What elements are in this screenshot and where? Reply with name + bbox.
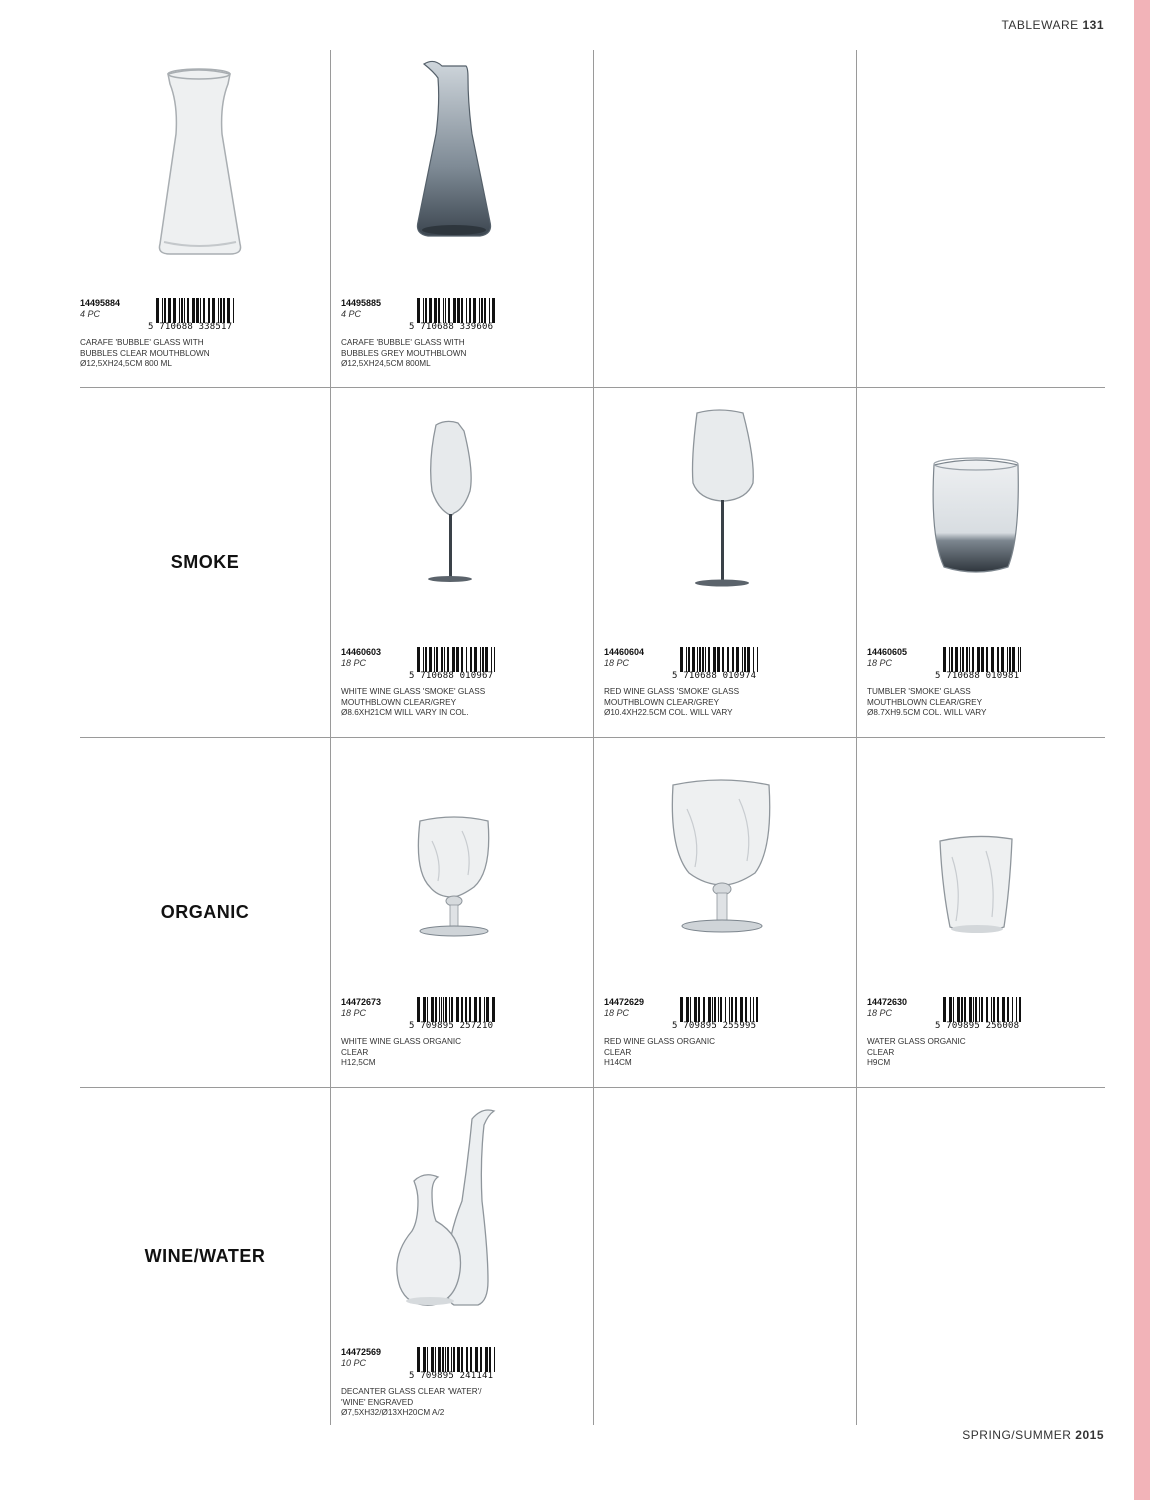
- barcode-bar: [702, 647, 704, 672]
- barcode-bar: [981, 997, 983, 1022]
- barcode-bar: [466, 1347, 468, 1372]
- barcode-bar: [438, 1347, 441, 1372]
- barcode-bar: [484, 298, 486, 323]
- barcode-bar: [727, 647, 729, 672]
- barcode-bar: [742, 647, 743, 672]
- barcode-bar: [949, 997, 952, 1022]
- barcode-bar: [184, 298, 185, 323]
- product-description: RED WINE GLASS ORGANIC CLEAR H14CM: [604, 1037, 716, 1067]
- barcode: [409, 298, 507, 332]
- product-row-organic: [80, 737, 1105, 1087]
- barcode-bar: [456, 997, 459, 1022]
- barcode-bar: [1007, 997, 1009, 1022]
- barcode-bar: [694, 997, 697, 1022]
- product-description: WATER GLASS ORGANIC CLEAR H9CM: [867, 1037, 966, 1067]
- barcode-bar: [479, 997, 481, 1022]
- barcode-bar: [697, 647, 698, 672]
- barcode-bar: [692, 647, 695, 672]
- product-card[interactable]: [593, 387, 856, 737]
- barcode-bar: [485, 647, 488, 672]
- barcode-bar: [196, 298, 199, 323]
- barcode-bar: [708, 997, 711, 1022]
- barcode-bar: [1001, 647, 1004, 672]
- carafe-grey-icon: [342, 54, 578, 290]
- barcode-bar: [179, 298, 180, 323]
- barcode-bar: [443, 298, 444, 323]
- barcode-bar: [431, 997, 434, 1022]
- product-description: CARAFE 'BUBBLE' GLASS WITH BUBBLES GREY MOUTHBLOWN Ø12,5XH24,5CM 800ML: [341, 338, 467, 368]
- barcode: [672, 997, 770, 1031]
- barcode-bar: [456, 647, 459, 672]
- barcode-bar: [1019, 997, 1021, 1022]
- ean-number: 5 709895 241141: [409, 1371, 494, 1381]
- barcode-bar: [461, 997, 463, 1022]
- barcode-bar: [444, 647, 445, 672]
- pack-quantity: 4 PC: [80, 309, 101, 319]
- barcode-bar: [164, 298, 166, 323]
- product-info: [341, 1347, 581, 1419]
- page-number: 131: [1082, 18, 1104, 32]
- barcode-bar: [1012, 997, 1013, 1022]
- barcode-bar: [452, 647, 455, 672]
- barcode-bar: [423, 997, 426, 1022]
- barcode-bar: [960, 647, 961, 672]
- barcode: [935, 997, 1033, 1031]
- section-label-cell: [80, 387, 330, 737]
- product-info: [604, 997, 844, 1069]
- product-info: [604, 647, 844, 719]
- barcode-bar: [469, 997, 471, 1022]
- barcode-bar: [991, 997, 992, 1022]
- product-info: [80, 298, 320, 370]
- item-number: 14495884: [80, 298, 121, 308]
- barcode-bar: [753, 647, 754, 672]
- item-number: 14495885: [341, 298, 382, 308]
- barcode-bar: [474, 997, 477, 1022]
- section-title-organic: ORGANIC: [160, 901, 250, 922]
- ean-number: 5 710688 010967: [409, 671, 494, 681]
- product-info: [341, 997, 581, 1069]
- barcode-bar: [494, 647, 495, 672]
- product-description: CARAFE 'BUBBLE' GLASS WITH BUBBLES CLEAR MOUTHBLOWN Ø12,5XH24,5CM 800 ML: [80, 338, 210, 368]
- barcode-bar: [1012, 647, 1015, 672]
- barcode-bar: [451, 997, 453, 1022]
- organic-red-wine-glass-icon: [605, 739, 841, 975]
- product-description: WHITE WINE GLASS 'SMOKE' GLASS MOUTHBLOWN CLEAR/GREY Ø8.6XH21CM WILL VARY IN COL.: [341, 687, 486, 717]
- barcode-bar: [680, 647, 683, 672]
- barcode-bar: [218, 298, 219, 323]
- barcode: [409, 1347, 507, 1381]
- barcode-bar: [757, 647, 758, 672]
- barcode-bar: [993, 997, 995, 1022]
- barcode-bar: [951, 647, 953, 672]
- barcode-bar: [425, 298, 427, 323]
- organic-water-glass-icon: [868, 777, 1104, 1013]
- barcode-bar: [680, 997, 683, 1022]
- section-title-smoke: SMOKE: [170, 551, 240, 572]
- barcode-bar: [986, 647, 988, 672]
- barcode-bar: [486, 997, 489, 1022]
- barcode-bar: [417, 298, 420, 323]
- barcode-bar: [429, 647, 432, 672]
- product-description: WHITE WINE GLASS ORGANIC CLEAR H12,5CM: [341, 1037, 462, 1067]
- barcode-bar: [429, 298, 432, 323]
- barcode-bar: [979, 997, 980, 1022]
- barcode-bar: [447, 1347, 449, 1372]
- barcode-bar: [997, 997, 999, 1022]
- barcode-bar: [729, 997, 730, 1022]
- barcode-bar: [200, 298, 201, 323]
- product-info: [341, 647, 581, 719]
- accent-side-band: [1134, 0, 1150, 1500]
- barcode: [409, 997, 507, 1031]
- barcode-bar: [451, 1347, 452, 1372]
- pack-quantity: 18 PC: [604, 658, 630, 668]
- barcode-bar: [969, 997, 972, 1022]
- barcode-bar: [1018, 647, 1019, 672]
- barcode-bar: [461, 1347, 463, 1372]
- barcode-bar: [423, 647, 424, 672]
- barcode-bar: [425, 647, 427, 672]
- product-card[interactable]: [856, 737, 1105, 1087]
- barcode-bar: [484, 997, 485, 1022]
- product-description: RED WINE GLASS 'SMOKE' GLASS MOUTHBLOWN CLEAR/GREY Ø10.4XH22.5CM COL. WILL VARY: [604, 687, 740, 717]
- barcode-bar: [457, 298, 460, 323]
- barcode-bar: [480, 647, 481, 672]
- barcode-bar: [712, 997, 713, 1022]
- barcode-bar: [427, 997, 428, 1022]
- barcode-bar: [735, 997, 737, 1022]
- barcode-bar: [949, 647, 950, 672]
- barcode-bar: [436, 647, 438, 672]
- barcode-bar: [686, 647, 687, 672]
- barcode-bar: [212, 298, 215, 323]
- barcode-bar: [480, 1347, 482, 1372]
- barcode-bar: [708, 647, 710, 672]
- barcode-bar: [434, 647, 435, 672]
- barcode-bar: [208, 298, 210, 323]
- barcode-bar: [718, 997, 719, 1022]
- product-info: [341, 298, 581, 370]
- barcode-bar: [997, 647, 999, 672]
- barcode-bar: [466, 298, 467, 323]
- barcode: [672, 647, 770, 681]
- barcode-bar: [466, 647, 467, 672]
- barcode-bar: [489, 298, 490, 323]
- ean-number: 5 710688 010981: [935, 671, 1020, 681]
- footer-year: 2015: [1075, 1428, 1104, 1442]
- barcode-bar: [744, 647, 746, 672]
- item-number: 14472569: [341, 1347, 382, 1357]
- barcode-bar: [482, 647, 484, 672]
- item-number: 14460604: [604, 647, 645, 657]
- pack-quantity: 18 PC: [867, 658, 893, 668]
- section-label-cell: [80, 737, 330, 1087]
- barcode-bar: [981, 647, 984, 672]
- barcode-bar: [1016, 997, 1017, 1022]
- barcode-bar: [720, 997, 722, 1022]
- barcode: [935, 647, 1033, 681]
- barcode-bar: [492, 997, 495, 1022]
- barcode-bar: [431, 1347, 434, 1372]
- ean-number: 5 709895 256008: [935, 1021, 1020, 1031]
- product-card[interactable]: [330, 50, 593, 387]
- barcode-bar: [731, 997, 733, 1022]
- page-header: [1001, 18, 1104, 32]
- barcode-bar: [457, 1347, 460, 1372]
- barcode-bar: [453, 1347, 455, 1372]
- product-card[interactable]: [856, 387, 1105, 737]
- barcode-bar: [156, 298, 159, 323]
- header-section: TABLEWARE: [1001, 18, 1079, 32]
- barcode-bar: [192, 298, 195, 323]
- barcode-bar: [943, 997, 946, 1022]
- barcode-bar: [969, 647, 970, 672]
- section-label-cell: [80, 1087, 330, 1425]
- barcode-bar: [1002, 997, 1005, 1022]
- pack-quantity: 18 PC: [867, 1008, 893, 1018]
- ean-number: 5 709895 255995: [672, 1021, 757, 1031]
- barcode-bar: [714, 997, 716, 1022]
- barcode-bar: [453, 298, 456, 323]
- barcode-bar: [461, 647, 463, 672]
- barcode-bar: [427, 1347, 428, 1372]
- pack-quantity: 4 PC: [341, 309, 362, 319]
- barcode-bar: [470, 1347, 472, 1372]
- barcode-bar: [465, 997, 467, 1022]
- barcode-bar: [975, 997, 977, 1022]
- barcode-bar: [470, 647, 472, 672]
- barcode-bar: [953, 997, 954, 1022]
- barcode: [148, 298, 246, 332]
- item-number: 14460605: [867, 647, 908, 657]
- decanters-icon: [342, 1101, 578, 1337]
- barcode-bar: [750, 997, 751, 1022]
- barcode-bar: [448, 298, 450, 323]
- empty-cell: [593, 50, 856, 387]
- item-number: 14472630: [867, 997, 908, 1007]
- barcode-bar: [445, 997, 447, 1022]
- item-number: 14472673: [341, 997, 382, 1007]
- barcode-bar: [233, 298, 234, 323]
- barcode-bar: [220, 298, 222, 323]
- product-grid: [80, 50, 1105, 1425]
- barcode-bar: [442, 1347, 444, 1372]
- item-number: 14472629: [604, 997, 645, 1007]
- product-row-wine-water: [80, 1087, 1105, 1425]
- pack-quantity: 18 PC: [341, 658, 367, 668]
- barcode-bar: [203, 298, 205, 323]
- barcode-bar: [955, 647, 958, 672]
- barcode-bar: [423, 298, 424, 323]
- product-card[interactable]: [80, 50, 330, 387]
- item-number: 14460603: [341, 647, 382, 657]
- section-title-wine-water: WINE/WATER: [144, 1245, 266, 1266]
- barcode-bar: [986, 997, 988, 1022]
- barcode-bar: [187, 298, 189, 323]
- barcode-bar: [435, 997, 437, 1022]
- barcode-bar: [753, 997, 754, 1022]
- red-wine-glass-icon: [605, 399, 841, 635]
- barcode-bar: [957, 997, 960, 1022]
- empty-cell: [856, 1087, 1105, 1425]
- ean-number: 5 709895 257210: [409, 1021, 494, 1031]
- barcode-bar: [962, 647, 964, 672]
- empty-cell: [856, 50, 1105, 387]
- product-card[interactable]: [330, 387, 593, 737]
- footer-season: SPRING/SUMMER: [962, 1428, 1072, 1442]
- product-card[interactable]: [593, 737, 856, 1087]
- empty-cell: [593, 1087, 856, 1425]
- barcode-bar: [417, 1347, 420, 1372]
- pack-quantity: 10 PC: [341, 1358, 367, 1368]
- ean-number: 5 710688 339606: [409, 322, 494, 332]
- page-footer: [962, 1428, 1104, 1442]
- product-card[interactable]: [330, 1087, 593, 1425]
- barcode-bar: [181, 298, 183, 323]
- product-info: [867, 997, 1107, 1069]
- barcode-bar: [469, 298, 471, 323]
- barcode-bar: [449, 997, 450, 1022]
- product-info: [867, 647, 1107, 719]
- barcode-bar: [491, 647, 492, 672]
- barcode-bar: [485, 1347, 488, 1372]
- barcode-bar: [447, 647, 449, 672]
- barcode-bar: [991, 647, 994, 672]
- barcode-bar: [688, 647, 690, 672]
- barcode-bar: [722, 647, 724, 672]
- barcode-bar: [756, 997, 758, 1022]
- barcode-bar: [473, 298, 476, 323]
- barcode-bar: [740, 997, 743, 1022]
- barcode-bar: [443, 997, 444, 1022]
- barcode-bar: [441, 647, 443, 672]
- barcode-bar: [703, 997, 705, 1022]
- barcode-bar: [745, 997, 747, 1022]
- barcode-bar: [474, 647, 477, 672]
- barcode-bar: [1020, 647, 1021, 672]
- white-wine-glass-icon: [342, 411, 578, 647]
- barcode-bar: [690, 997, 691, 1022]
- barcode-bar: [966, 647, 968, 672]
- barcode-bar: [705, 647, 706, 672]
- product-description: DECANTER GLASS CLEAR 'WATER'/ 'WINE' ENGRAVED Ø7,5XH32/Ø13XH20CM A/2: [341, 1387, 482, 1417]
- product-row-carafes: [80, 50, 1105, 387]
- barcode-bar: [162, 298, 163, 323]
- barcode-bar: [494, 1347, 495, 1372]
- barcode-bar: [943, 647, 946, 672]
- carafe-clear-icon: [80, 54, 316, 290]
- product-card[interactable]: [330, 737, 593, 1087]
- barcode-bar: [173, 298, 176, 323]
- barcode-bar: [1007, 647, 1008, 672]
- barcode-bar: [686, 997, 689, 1022]
- barcode-bar: [223, 298, 225, 323]
- barcode-bar: [964, 997, 966, 1022]
- barcode-bar: [1009, 647, 1011, 672]
- barcode-bar: [713, 647, 716, 672]
- pack-quantity: 18 PC: [341, 1008, 367, 1018]
- barcode-bar: [961, 997, 963, 1022]
- barcode-bar: [445, 298, 446, 323]
- tumbler-icon: [868, 427, 1104, 663]
- pack-quantity: 18 PC: [604, 1008, 630, 1018]
- barcode-bar: [492, 298, 495, 323]
- barcode-bar: [481, 298, 483, 323]
- barcode-bar: [441, 997, 442, 1022]
- barcode-bar: [439, 997, 440, 1022]
- barcode-bar: [698, 997, 700, 1022]
- product-description: TUMBLER 'SMOKE' GLASS MOUTHBLOWN CLEAR/GREY Ø8.7XH9.5CM COL. WILL VARY: [867, 687, 987, 717]
- barcode-bar: [445, 1347, 446, 1372]
- product-row-smoke: [80, 387, 1105, 737]
- barcode-bar: [699, 647, 701, 672]
- barcode-bar: [461, 298, 463, 323]
- barcode-bar: [736, 647, 739, 672]
- barcode-bar: [747, 647, 750, 672]
- barcode-bar: [417, 997, 420, 1022]
- barcode-bar: [417, 647, 420, 672]
- barcode-bar: [489, 1347, 491, 1372]
- barcode-bar: [475, 1347, 478, 1372]
- barcode-bar: [423, 1347, 426, 1372]
- barcode-bar: [227, 298, 230, 323]
- barcode-bar: [479, 298, 480, 323]
- barcode-bar: [435, 1347, 436, 1372]
- ean-number: 5 710688 010974: [672, 671, 757, 681]
- barcode-bar: [725, 997, 726, 1022]
- barcode-bar: [168, 298, 171, 323]
- barcode-bar: [977, 647, 980, 672]
- barcode-bar: [438, 298, 440, 323]
- barcode-bar: [717, 647, 720, 672]
- organic-white-wine-glass-icon: [342, 751, 578, 987]
- ean-number: 5 710688 338517: [148, 322, 233, 332]
- barcode-bar: [732, 647, 734, 672]
- barcode-bar: [972, 647, 974, 672]
- barcode-bar: [434, 298, 437, 323]
- barcode: [409, 647, 507, 681]
- barcode-bar: [973, 997, 974, 1022]
